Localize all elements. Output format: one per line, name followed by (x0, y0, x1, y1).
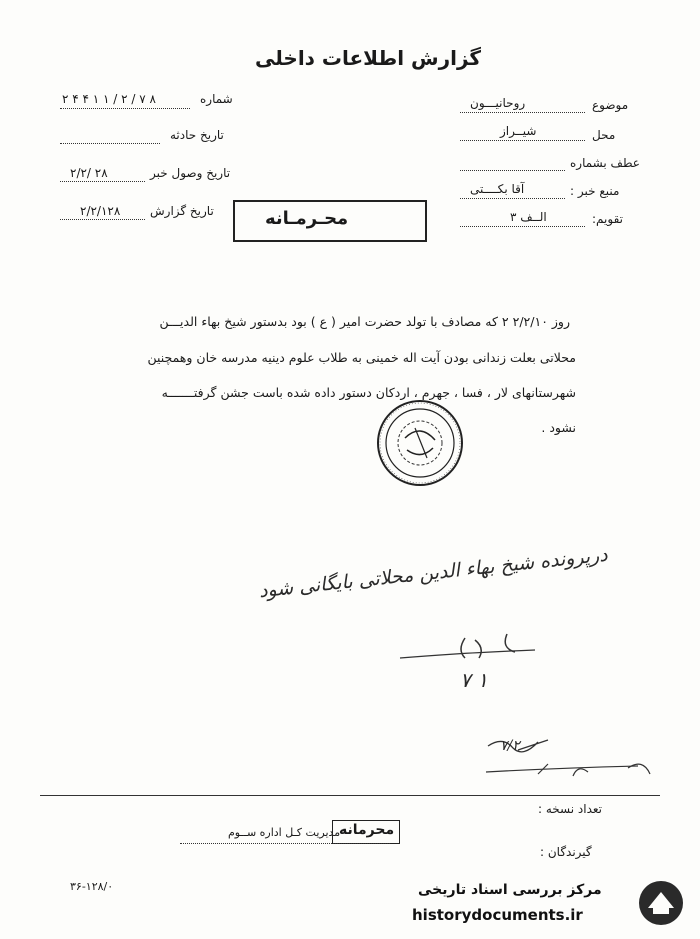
incident-date-dots (60, 143, 160, 144)
watermark-title: مرکز بررسی اسناد تاریخی (418, 882, 602, 898)
received-date-label: تاریخ وصول خبر (150, 166, 231, 180)
body-line-4: نشود . (541, 420, 576, 435)
recipient-dots (180, 843, 390, 844)
classification-stamp-text: محـرمـانه (265, 208, 349, 229)
recipient-text: مدیریت کـل اداره ســوم (228, 826, 341, 839)
reference-dots (460, 170, 565, 171)
reference-label: عطف بشماره (570, 156, 640, 170)
location-label: محل (592, 128, 616, 142)
handwritten-number: ۷ ۱ (460, 668, 488, 692)
received-date-dots (60, 181, 145, 182)
evaluation-dots (460, 226, 585, 227)
body-line-3: شهرستانهای لار ، فسا ، جهرم ، اردکان دستور داده شده باست جشن گرفتـــــــه (161, 385, 576, 400)
received-date-value: ۲/۲/ ۲۸ (70, 166, 108, 180)
bottom-signature-text: ۷/۲ (500, 738, 520, 754)
round-seal-icon (375, 398, 465, 488)
archive-logo-icon (636, 878, 686, 928)
evaluation-label: تقویم: (592, 212, 623, 226)
subject-label: موضوع (592, 98, 629, 112)
classification-stamp (233, 200, 427, 242)
number-label: شماره (200, 92, 233, 106)
page-title: گزارش اطلاعات داخلی (255, 46, 482, 70)
watermark-url: historydocuments.ir (412, 906, 583, 924)
bottom-signature-icon (478, 728, 658, 788)
source-value: آقا بکــــتی (470, 182, 525, 196)
source-dots (460, 198, 565, 199)
incident-date-label: تاریخ حادثه (170, 128, 224, 142)
evaluation-value: الــف ۳ (510, 210, 547, 224)
location-value: شیــراز (500, 124, 537, 138)
number-value: ۲ ۴ ۴ ۱ ۱ / ۲ / ۷ ۸ (62, 92, 156, 106)
report-date-dots (60, 219, 145, 220)
handwritten-note: درپرونده شیخ بهاء الدین محلاتی بایگانی شود (257, 543, 609, 603)
source-label: منبع خبر : (570, 184, 620, 198)
recipient-stamp-text: محرمانه (339, 822, 395, 838)
recipient-stamp (332, 820, 400, 844)
number-dots (60, 108, 190, 109)
report-date-value: ۲/۲/۱۲۸ (80, 204, 121, 218)
body-line-1: روز ۲/۲/۱۰ ۲ که مصادف با تولد حضرت امیر ( ع ) بود بدستور شیخ بهاء الدیـــن (159, 314, 570, 329)
reference-code: ۳۶-۱۲۸/۰ (70, 880, 114, 893)
location-dots (460, 140, 585, 141)
report-date-label: تاریخ گزارش (150, 204, 214, 218)
recipients-label: گیرندگان : (540, 845, 592, 859)
body-line-2: محلاتی بعلت زندانی بودن آیت اله خمینی به طلاب علوم دینیه مدرسه خان وهمچنین (147, 350, 576, 365)
footer-divider (40, 795, 660, 796)
subject-dots (460, 112, 585, 113)
copies-label: تعداد نسخه : (538, 802, 603, 816)
subject-value: روحانیـــون (470, 96, 526, 110)
